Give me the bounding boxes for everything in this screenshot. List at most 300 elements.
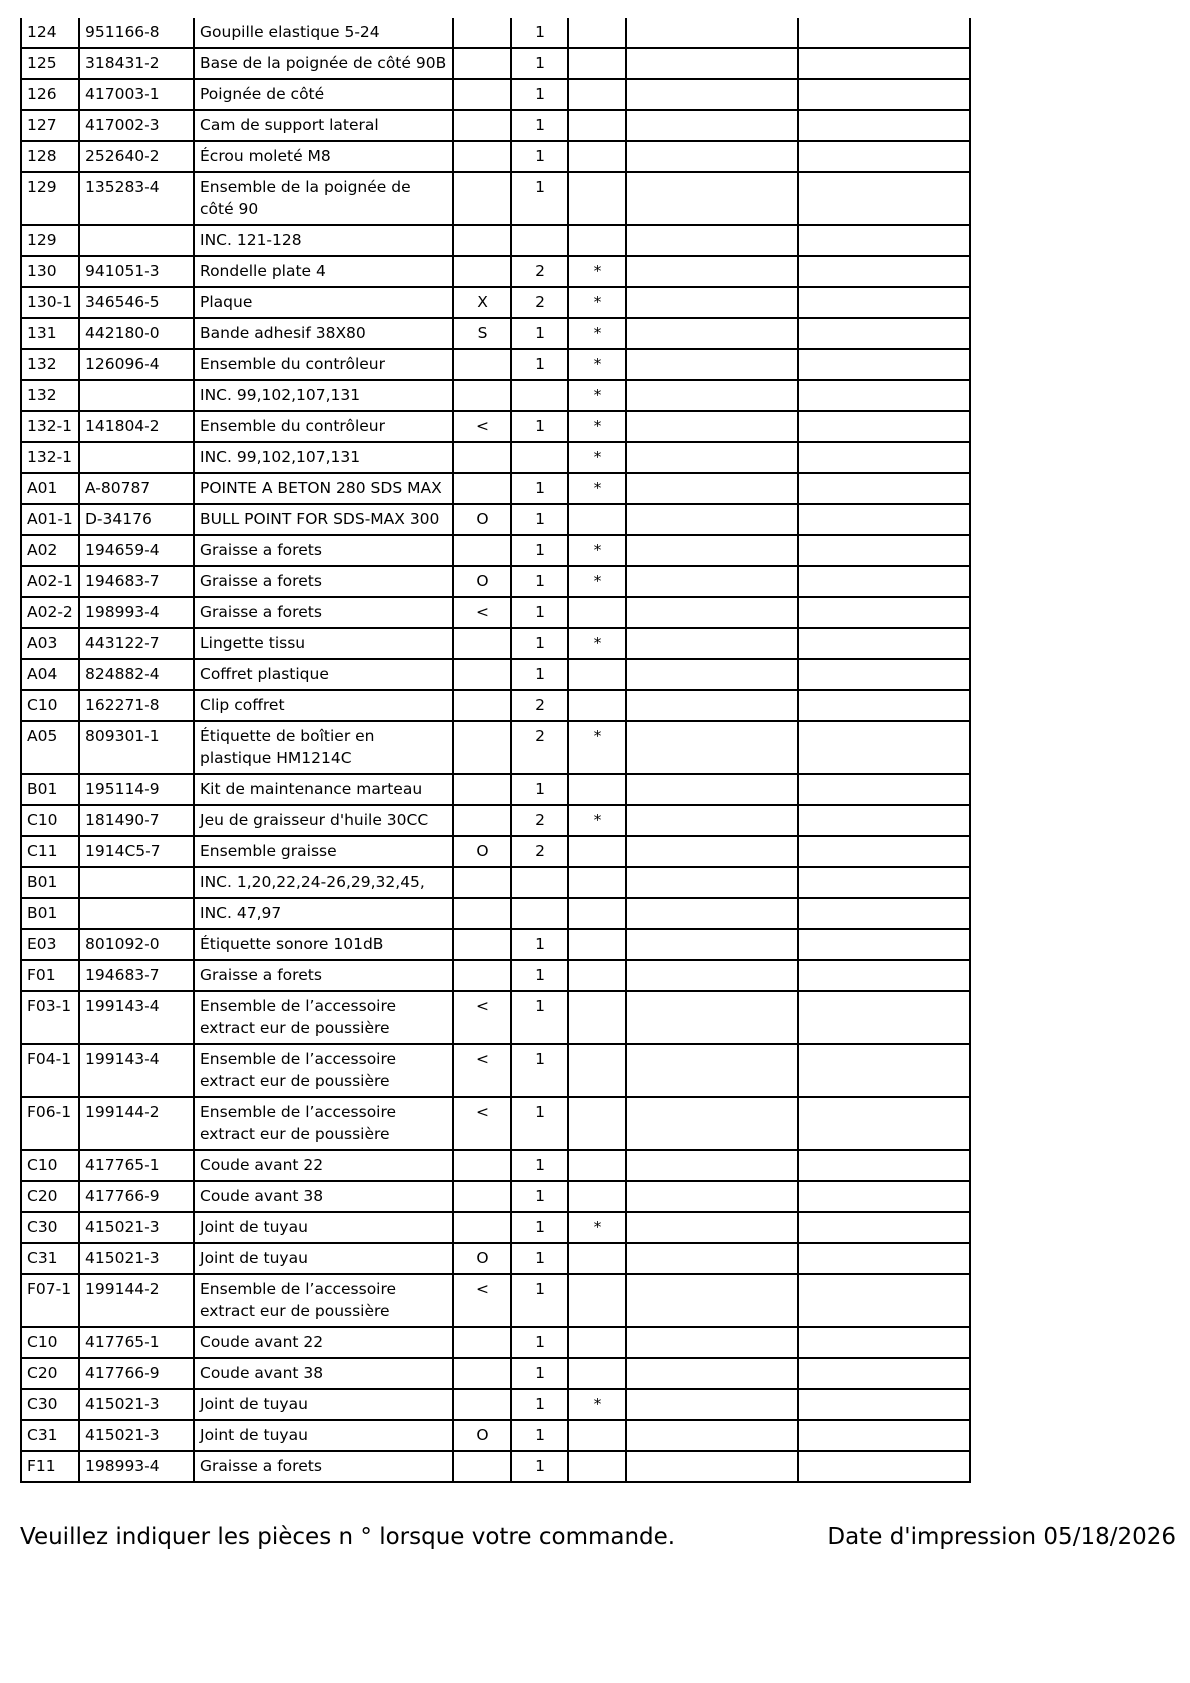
mark-cell xyxy=(453,659,511,690)
mark-cell xyxy=(453,1212,511,1243)
quantity-cell: 2 xyxy=(511,690,568,721)
blank-cell xyxy=(798,48,970,79)
quantity-cell: 1 xyxy=(511,535,568,566)
table-row xyxy=(21,225,970,256)
table-row xyxy=(21,805,970,836)
description-cell: Plaque xyxy=(194,287,453,318)
blank-cell xyxy=(798,287,970,318)
blank-cell xyxy=(626,1451,798,1482)
description-cell: Graisse a forets xyxy=(194,535,453,566)
quantity-cell: 2 xyxy=(511,256,568,287)
note-cell xyxy=(568,929,626,960)
blank-cell xyxy=(798,79,970,110)
note-cell xyxy=(568,1150,626,1181)
part-number-cell: 801092-0 xyxy=(79,929,194,960)
table-row xyxy=(21,690,970,721)
note-cell xyxy=(568,1097,626,1150)
quantity-cell: 1 xyxy=(511,1212,568,1243)
mark-cell xyxy=(453,628,511,659)
item-number-cell: 124 xyxy=(21,18,79,48)
blank-cell xyxy=(626,1150,798,1181)
description-cell: Jeu de graisseur d'huile 30CC xyxy=(194,805,453,836)
mark-cell xyxy=(453,473,511,504)
quantity-cell: 1 xyxy=(511,141,568,172)
description-cell: Joint de tuyau xyxy=(194,1243,453,1274)
quantity-cell: 1 xyxy=(511,79,568,110)
table-row xyxy=(21,256,970,287)
item-number-cell: F03-1 xyxy=(21,991,79,1044)
quantity-cell: 1 xyxy=(511,349,568,380)
item-number-cell: 129 xyxy=(21,225,79,256)
blank-cell xyxy=(626,1358,798,1389)
quantity-cell: 1 xyxy=(511,1243,568,1274)
blank-cell xyxy=(798,566,970,597)
blank-cell xyxy=(798,1451,970,1482)
table-row xyxy=(21,79,970,110)
description-cell: Rondelle plate 4 xyxy=(194,256,453,287)
blank-cell xyxy=(626,805,798,836)
blank-cell xyxy=(798,1181,970,1212)
quantity-cell: 1 xyxy=(511,1451,568,1482)
note-cell: * xyxy=(568,411,626,442)
description-cell: Joint de tuyau xyxy=(194,1420,453,1451)
table-row xyxy=(21,597,970,628)
blank-cell xyxy=(798,225,970,256)
item-number-cell: 127 xyxy=(21,110,79,141)
description-cell: Goupille elastique 5-24 xyxy=(194,18,453,48)
blank-cell xyxy=(626,48,798,79)
blank-cell xyxy=(626,1243,798,1274)
note-cell xyxy=(568,110,626,141)
description-cell: Coude avant 22 xyxy=(194,1327,453,1358)
item-number-cell: 126 xyxy=(21,79,79,110)
part-number-cell: 199143-4 xyxy=(79,991,194,1044)
description-cell: Graisse a forets xyxy=(194,960,453,991)
item-number-cell: F06-1 xyxy=(21,1097,79,1150)
part-number-cell: 199143-4 xyxy=(79,1044,194,1097)
mark-cell xyxy=(453,1150,511,1181)
quantity-cell: 1 xyxy=(511,1097,568,1150)
quantity-cell: 1 xyxy=(511,1044,568,1097)
item-number-cell: C30 xyxy=(21,1212,79,1243)
quantity-cell: 1 xyxy=(511,1150,568,1181)
blank-cell xyxy=(798,1097,970,1150)
quantity-cell xyxy=(511,898,568,929)
mark-cell xyxy=(453,721,511,774)
item-number-cell: C31 xyxy=(21,1243,79,1274)
table-row xyxy=(21,1044,970,1097)
quantity-cell: 2 xyxy=(511,805,568,836)
table-row xyxy=(21,1451,970,1482)
note-cell xyxy=(568,597,626,628)
blank-cell xyxy=(798,18,970,48)
item-number-cell: C10 xyxy=(21,1150,79,1181)
blank-cell xyxy=(798,628,970,659)
item-number-cell: 130 xyxy=(21,256,79,287)
blank-cell xyxy=(626,721,798,774)
note-cell xyxy=(568,1044,626,1097)
item-number-cell: 132 xyxy=(21,380,79,411)
quantity-cell: 1 xyxy=(511,566,568,597)
part-number-cell: 126096-4 xyxy=(79,349,194,380)
description-cell: Ensemble de l’accessoire extract eur de poussière xyxy=(194,1274,453,1327)
part-number-cell: 417002-3 xyxy=(79,110,194,141)
quantity-cell: 1 xyxy=(511,1389,568,1420)
blank-cell xyxy=(626,18,798,48)
blank-cell xyxy=(798,1389,970,1420)
description-cell: Écrou moleté M8 xyxy=(194,141,453,172)
note-cell: * xyxy=(568,349,626,380)
note-cell xyxy=(568,690,626,721)
blank-cell xyxy=(626,172,798,225)
blank-cell xyxy=(626,380,798,411)
table-row xyxy=(21,473,970,504)
mark-cell xyxy=(453,690,511,721)
table-row xyxy=(21,721,970,774)
note-cell xyxy=(568,1274,626,1327)
item-number-cell: C10 xyxy=(21,690,79,721)
note-cell xyxy=(568,172,626,225)
mark-cell xyxy=(453,172,511,225)
item-number-cell: A01-1 xyxy=(21,504,79,535)
table-row xyxy=(21,867,970,898)
blank-cell xyxy=(798,960,970,991)
blank-cell xyxy=(626,349,798,380)
blank-cell xyxy=(626,79,798,110)
part-number-cell: 443122-7 xyxy=(79,628,194,659)
blank-cell xyxy=(626,535,798,566)
part-number-cell: 417766-9 xyxy=(79,1181,194,1212)
table-row xyxy=(21,1274,970,1327)
mark-cell: < xyxy=(453,1044,511,1097)
part-number-cell: 824882-4 xyxy=(79,659,194,690)
part-number-cell: D-34176 xyxy=(79,504,194,535)
part-number-cell: 941051-3 xyxy=(79,256,194,287)
blank-cell xyxy=(798,256,970,287)
table-row xyxy=(21,774,970,805)
part-number-cell: A-80787 xyxy=(79,473,194,504)
blank-cell xyxy=(798,690,970,721)
table-row xyxy=(21,110,970,141)
item-number-cell: B01 xyxy=(21,774,79,805)
description-cell: POINTE A BETON 280 SDS MAX xyxy=(194,473,453,504)
mark-cell: < xyxy=(453,1097,511,1150)
part-number-cell: 198993-4 xyxy=(79,1451,194,1482)
quantity-cell: 1 xyxy=(511,774,568,805)
note-cell: * xyxy=(568,256,626,287)
description-cell: Joint de tuyau xyxy=(194,1389,453,1420)
item-number-cell: C10 xyxy=(21,805,79,836)
table-row xyxy=(21,1181,970,1212)
mark-cell: < xyxy=(453,991,511,1044)
part-number-cell xyxy=(79,898,194,929)
quantity-cell: 1 xyxy=(511,597,568,628)
quantity-cell xyxy=(511,442,568,473)
part-number-cell: 415021-3 xyxy=(79,1420,194,1451)
mark-cell xyxy=(453,18,511,48)
quantity-cell: 1 xyxy=(511,628,568,659)
description-cell: Graisse a forets xyxy=(194,566,453,597)
blank-cell xyxy=(798,867,970,898)
note-cell: * xyxy=(568,380,626,411)
item-number-cell: A04 xyxy=(21,659,79,690)
note-cell: * xyxy=(568,318,626,349)
table-row xyxy=(21,141,970,172)
quantity-cell: 1 xyxy=(511,659,568,690)
blank-cell xyxy=(626,287,798,318)
mark-cell: < xyxy=(453,597,511,628)
table-row xyxy=(21,380,970,411)
mark-cell: < xyxy=(453,1274,511,1327)
item-number-cell: F07-1 xyxy=(21,1274,79,1327)
description-cell: Ensemble du contrôleur xyxy=(194,349,453,380)
blank-cell xyxy=(626,504,798,535)
item-number-cell: 132-1 xyxy=(21,442,79,473)
quantity-cell: 1 xyxy=(511,1358,568,1389)
table-row xyxy=(21,1150,970,1181)
mark-cell xyxy=(453,225,511,256)
note-cell xyxy=(568,774,626,805)
blank-cell xyxy=(798,1358,970,1389)
blank-cell xyxy=(626,1181,798,1212)
item-number-cell: 132 xyxy=(21,349,79,380)
item-number-cell: C11 xyxy=(21,836,79,867)
note-cell: * xyxy=(568,1212,626,1243)
blank-cell xyxy=(798,991,970,1044)
quantity-cell: 1 xyxy=(511,411,568,442)
table-row xyxy=(21,1327,970,1358)
part-number-cell: 417003-1 xyxy=(79,79,194,110)
table-row xyxy=(21,1097,970,1150)
note-cell xyxy=(568,79,626,110)
mark-cell xyxy=(453,867,511,898)
note-cell xyxy=(568,1420,626,1451)
mark-cell xyxy=(453,141,511,172)
description-cell: Graisse a forets xyxy=(194,597,453,628)
description-cell: Ensemble de l’accessoire extract eur de poussière xyxy=(194,991,453,1044)
mark-cell xyxy=(453,805,511,836)
description-cell: Ensemble de la poignée de côté 90 xyxy=(194,172,453,225)
mark-cell xyxy=(453,110,511,141)
description-cell: Graisse a forets xyxy=(194,1451,453,1482)
table-row xyxy=(21,287,970,318)
blank-cell xyxy=(798,1044,970,1097)
note-cell: * xyxy=(568,473,626,504)
item-number-cell: 132-1 xyxy=(21,411,79,442)
blank-cell xyxy=(626,411,798,442)
part-number-cell: 194683-7 xyxy=(79,566,194,597)
part-number-cell: 415021-3 xyxy=(79,1389,194,1420)
item-number-cell: A02-1 xyxy=(21,566,79,597)
blank-cell xyxy=(798,1243,970,1274)
blank-cell xyxy=(798,535,970,566)
blank-cell xyxy=(798,721,970,774)
blank-cell xyxy=(626,1097,798,1150)
blank-cell xyxy=(626,1212,798,1243)
mark-cell xyxy=(453,1327,511,1358)
table-row xyxy=(21,929,970,960)
note-cell xyxy=(568,1181,626,1212)
quantity-cell: 1 xyxy=(511,1420,568,1451)
note-cell xyxy=(568,960,626,991)
note-cell xyxy=(568,991,626,1044)
description-cell: Poignée de côté xyxy=(194,79,453,110)
item-number-cell: C30 xyxy=(21,1389,79,1420)
blank-cell xyxy=(798,318,970,349)
part-number-cell: 1914C5-7 xyxy=(79,836,194,867)
blank-cell xyxy=(626,141,798,172)
item-number-cell: 125 xyxy=(21,48,79,79)
note-cell: * xyxy=(568,1389,626,1420)
part-number-cell: 417766-9 xyxy=(79,1358,194,1389)
description-cell: Coude avant 38 xyxy=(194,1358,453,1389)
item-number-cell: A02-2 xyxy=(21,597,79,628)
quantity-cell: 1 xyxy=(511,110,568,141)
quantity-cell xyxy=(511,225,568,256)
item-number-cell: C10 xyxy=(21,1327,79,1358)
blank-cell xyxy=(798,929,970,960)
description-cell: INC. 99,102,107,131 xyxy=(194,380,453,411)
blank-cell xyxy=(798,774,970,805)
note-cell xyxy=(568,504,626,535)
table-row xyxy=(21,898,970,929)
part-number-cell: 198993-4 xyxy=(79,597,194,628)
order-instruction: Veuillez indiquer les pièces n ° lorsque votre commande. xyxy=(20,1524,676,1550)
table-row xyxy=(21,659,970,690)
item-number-cell: A03 xyxy=(21,628,79,659)
item-number-cell: F04-1 xyxy=(21,1044,79,1097)
table-row xyxy=(21,535,970,566)
part-number-cell xyxy=(79,380,194,411)
blank-cell xyxy=(798,1327,970,1358)
mark-cell xyxy=(453,1451,511,1482)
quantity-cell: 1 xyxy=(511,929,568,960)
blank-cell xyxy=(798,349,970,380)
mark-cell: S xyxy=(453,318,511,349)
quantity-cell: 1 xyxy=(511,48,568,79)
part-number-cell xyxy=(79,225,194,256)
mark-cell xyxy=(453,256,511,287)
blank-cell xyxy=(798,442,970,473)
part-number-cell: 194683-7 xyxy=(79,960,194,991)
blank-cell xyxy=(798,659,970,690)
description-cell: INC. 1,20,22,24-26,29,32,45, xyxy=(194,867,453,898)
blank-cell xyxy=(798,898,970,929)
part-number-cell: 809301-1 xyxy=(79,721,194,774)
quantity-cell: 2 xyxy=(511,721,568,774)
item-number-cell: A01 xyxy=(21,473,79,504)
note-cell xyxy=(568,225,626,256)
description-cell: INC. 47,97 xyxy=(194,898,453,929)
quantity-cell xyxy=(511,867,568,898)
blank-cell xyxy=(626,991,798,1044)
description-cell: Coude avant 22 xyxy=(194,1150,453,1181)
mark-cell xyxy=(453,380,511,411)
note-cell xyxy=(568,659,626,690)
mark-cell: X xyxy=(453,287,511,318)
item-number-cell: A02 xyxy=(21,535,79,566)
table-row xyxy=(21,566,970,597)
mark-cell: O xyxy=(453,836,511,867)
description-cell: Cam de support lateral xyxy=(194,110,453,141)
mark-cell: < xyxy=(453,411,511,442)
table-row xyxy=(21,1358,970,1389)
blank-cell xyxy=(626,1327,798,1358)
mark-cell xyxy=(453,1389,511,1420)
mark-cell xyxy=(453,1181,511,1212)
table-row xyxy=(21,836,970,867)
note-cell xyxy=(568,1451,626,1482)
blank-cell xyxy=(626,898,798,929)
quantity-cell xyxy=(511,380,568,411)
blank-cell xyxy=(626,690,798,721)
part-number-cell: 951166-8 xyxy=(79,18,194,48)
part-number-cell: 415021-3 xyxy=(79,1243,194,1274)
table-row xyxy=(21,991,970,1044)
quantity-cell: 1 xyxy=(511,473,568,504)
table-row xyxy=(21,504,970,535)
note-cell: * xyxy=(568,805,626,836)
blank-cell xyxy=(798,836,970,867)
description-cell: Joint de tuyau xyxy=(194,1212,453,1243)
description-cell: Clip coffret xyxy=(194,690,453,721)
part-number-cell: 417765-1 xyxy=(79,1327,194,1358)
quantity-cell: 1 xyxy=(511,318,568,349)
description-cell: Ensemble de l’accessoire extract eur de poussière xyxy=(194,1097,453,1150)
part-number-cell: 252640-2 xyxy=(79,141,194,172)
note-cell: * xyxy=(568,566,626,597)
item-number-cell: C20 xyxy=(21,1358,79,1389)
item-number-cell: 131 xyxy=(21,318,79,349)
item-number-cell: 130-1 xyxy=(21,287,79,318)
mark-cell: O xyxy=(453,1420,511,1451)
description-cell: Base de la poignée de côté 90B xyxy=(194,48,453,79)
blank-cell xyxy=(626,110,798,141)
item-number-cell: F11 xyxy=(21,1451,79,1482)
table-row xyxy=(21,1212,970,1243)
blank-cell xyxy=(626,836,798,867)
blank-cell xyxy=(798,805,970,836)
note-cell xyxy=(568,1327,626,1358)
blank-cell xyxy=(798,1274,970,1327)
note-cell xyxy=(568,898,626,929)
quantity-cell: 2 xyxy=(511,836,568,867)
part-number-cell: 346546-5 xyxy=(79,287,194,318)
blank-cell xyxy=(626,867,798,898)
note-cell xyxy=(568,141,626,172)
blank-cell xyxy=(626,442,798,473)
mark-cell xyxy=(453,79,511,110)
mark-cell xyxy=(453,48,511,79)
part-number-cell: 135283-4 xyxy=(79,172,194,225)
description-cell: Kit de maintenance marteau xyxy=(194,774,453,805)
table-row xyxy=(21,1243,970,1274)
note-cell xyxy=(568,836,626,867)
blank-cell xyxy=(798,141,970,172)
item-number-cell: 129 xyxy=(21,172,79,225)
blank-cell xyxy=(798,597,970,628)
note-cell xyxy=(568,48,626,79)
quantity-cell: 1 xyxy=(511,960,568,991)
part-number-cell: 199144-2 xyxy=(79,1274,194,1327)
part-number-cell: 442180-0 xyxy=(79,318,194,349)
part-number-cell xyxy=(79,442,194,473)
blank-cell xyxy=(626,1420,798,1451)
quantity-cell: 1 xyxy=(511,504,568,535)
item-number-cell: C31 xyxy=(21,1420,79,1451)
blank-cell xyxy=(626,597,798,628)
blank-cell xyxy=(798,380,970,411)
